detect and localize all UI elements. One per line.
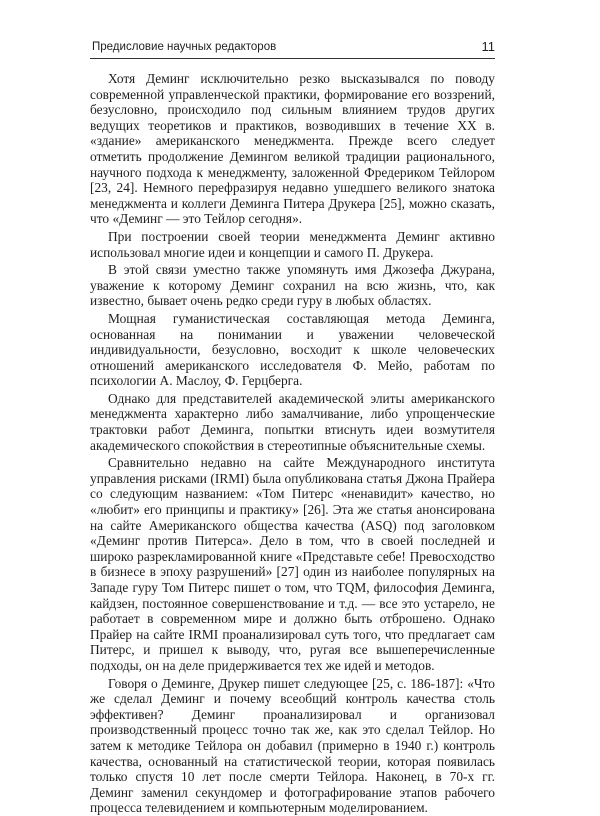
body-text xyxy=(90,71,495,816)
paragraph: При построении своей теории менеджмента Деминг активно использовал многие идеи и концепции и самого П. Друкера. xyxy=(90,228,495,260)
paragraph: В этой связи уместно также упомянуть имя Джозефа Джурана, уважение к которому Деминг сохранил на всю жизнь, что, как известно, бывает очень редко среди гуру в любых областях. xyxy=(90,262,495,309)
running-title: Предисловие научных редакторов xyxy=(92,41,277,53)
paragraph: Однако для представителей академической элиты американского менеджмента характерно либо замалчивание, либо упрощенческие трактовки работ Деминга, попытки втиснуть идеи возмутителя академического спокойствия в стереотипные объяснительные схемы. xyxy=(90,390,495,453)
page-number: 11 xyxy=(481,39,495,54)
paragraph: Говоря о Деминге, Друкер пишет следующее [25, с. 186-187]: «Что же сделал Деминг и почему всеобщий контроль качества столь эффективен? Деминг проанализировал и организовал производственный процесс точно так же, как это сделал Тейлор. Но затем к методике Тейлора он добавил (примерно в 1940 г.) контроль качества, основанный на статистической теории, которая появилась только спустя 10 лет после смерти Тейлора. Наконец, в 70-х гг. Деминг заменил секундомер и фотографирование этапов рабочего процесса телевидением и компьютерным моделированием. xyxy=(90,675,495,816)
paragraph: Сравнительно недавно на сайте Международного института управления рисками (IRMI) была опубликована статья Джона Прайера со следующим названием: «Том Питерс «ненавидит» качество, но «любит» его принципы и практику» [26]. Эта же статья анонсирована на сайте Американского общества качества (ASQ) под заголовком «Деминг против Питерса». Дело в том, что в своей последней и широко разрекламированной книге «Представьте себе! Превосходство в бизнесе в эпоху разрушений» [27] один из наиболее популярных на Западе гуру Том Питерс пишет о том, что TQM, философия Деминга, кайдзен, постоянное совершенствование и т.д. — все это устарело, не работает в современном мире и должно быть отброшено. Однако Прайер на сайте IRMI проанализировал суть того, что предлагает сам Питерс, и пришел к выводу, что, ругая все вышеперечисленные подходы, он на деле придерживается тех же идей и методов. xyxy=(90,455,495,673)
running-header xyxy=(90,40,495,59)
paragraph: Хотя Деминг исключительно резко высказывался по поводу современной управленческой практики, формирование его воззрений, безусловно, происходило под сильным влиянием трудов других ведущих теоретиков и практиков, возводивших в течение XX в. «здание» американского менеджмента. Прежде всего следует отметить продолжение Демингом великой традиции рационального, научного подхода к менеджменту, заложенной Фредериком Тейлором [23, 24]. Немного перефразируя недавно ушедшего великого знатока менеджмента и коллеги Деминга Питера Друкера [25], можно сказать, что «Деминг — это Тейлор сегодня». xyxy=(90,71,495,227)
paragraph: Мощная гуманистическая составляющая метода Деминга, основанная на понимании и уважении человеческой индивидуальности, безусловно, восходит к школе человеческих отношений американского исследователя Ф. Мейо, работам по психологии А. Маслоу, Ф. Герцберга. xyxy=(90,310,495,389)
